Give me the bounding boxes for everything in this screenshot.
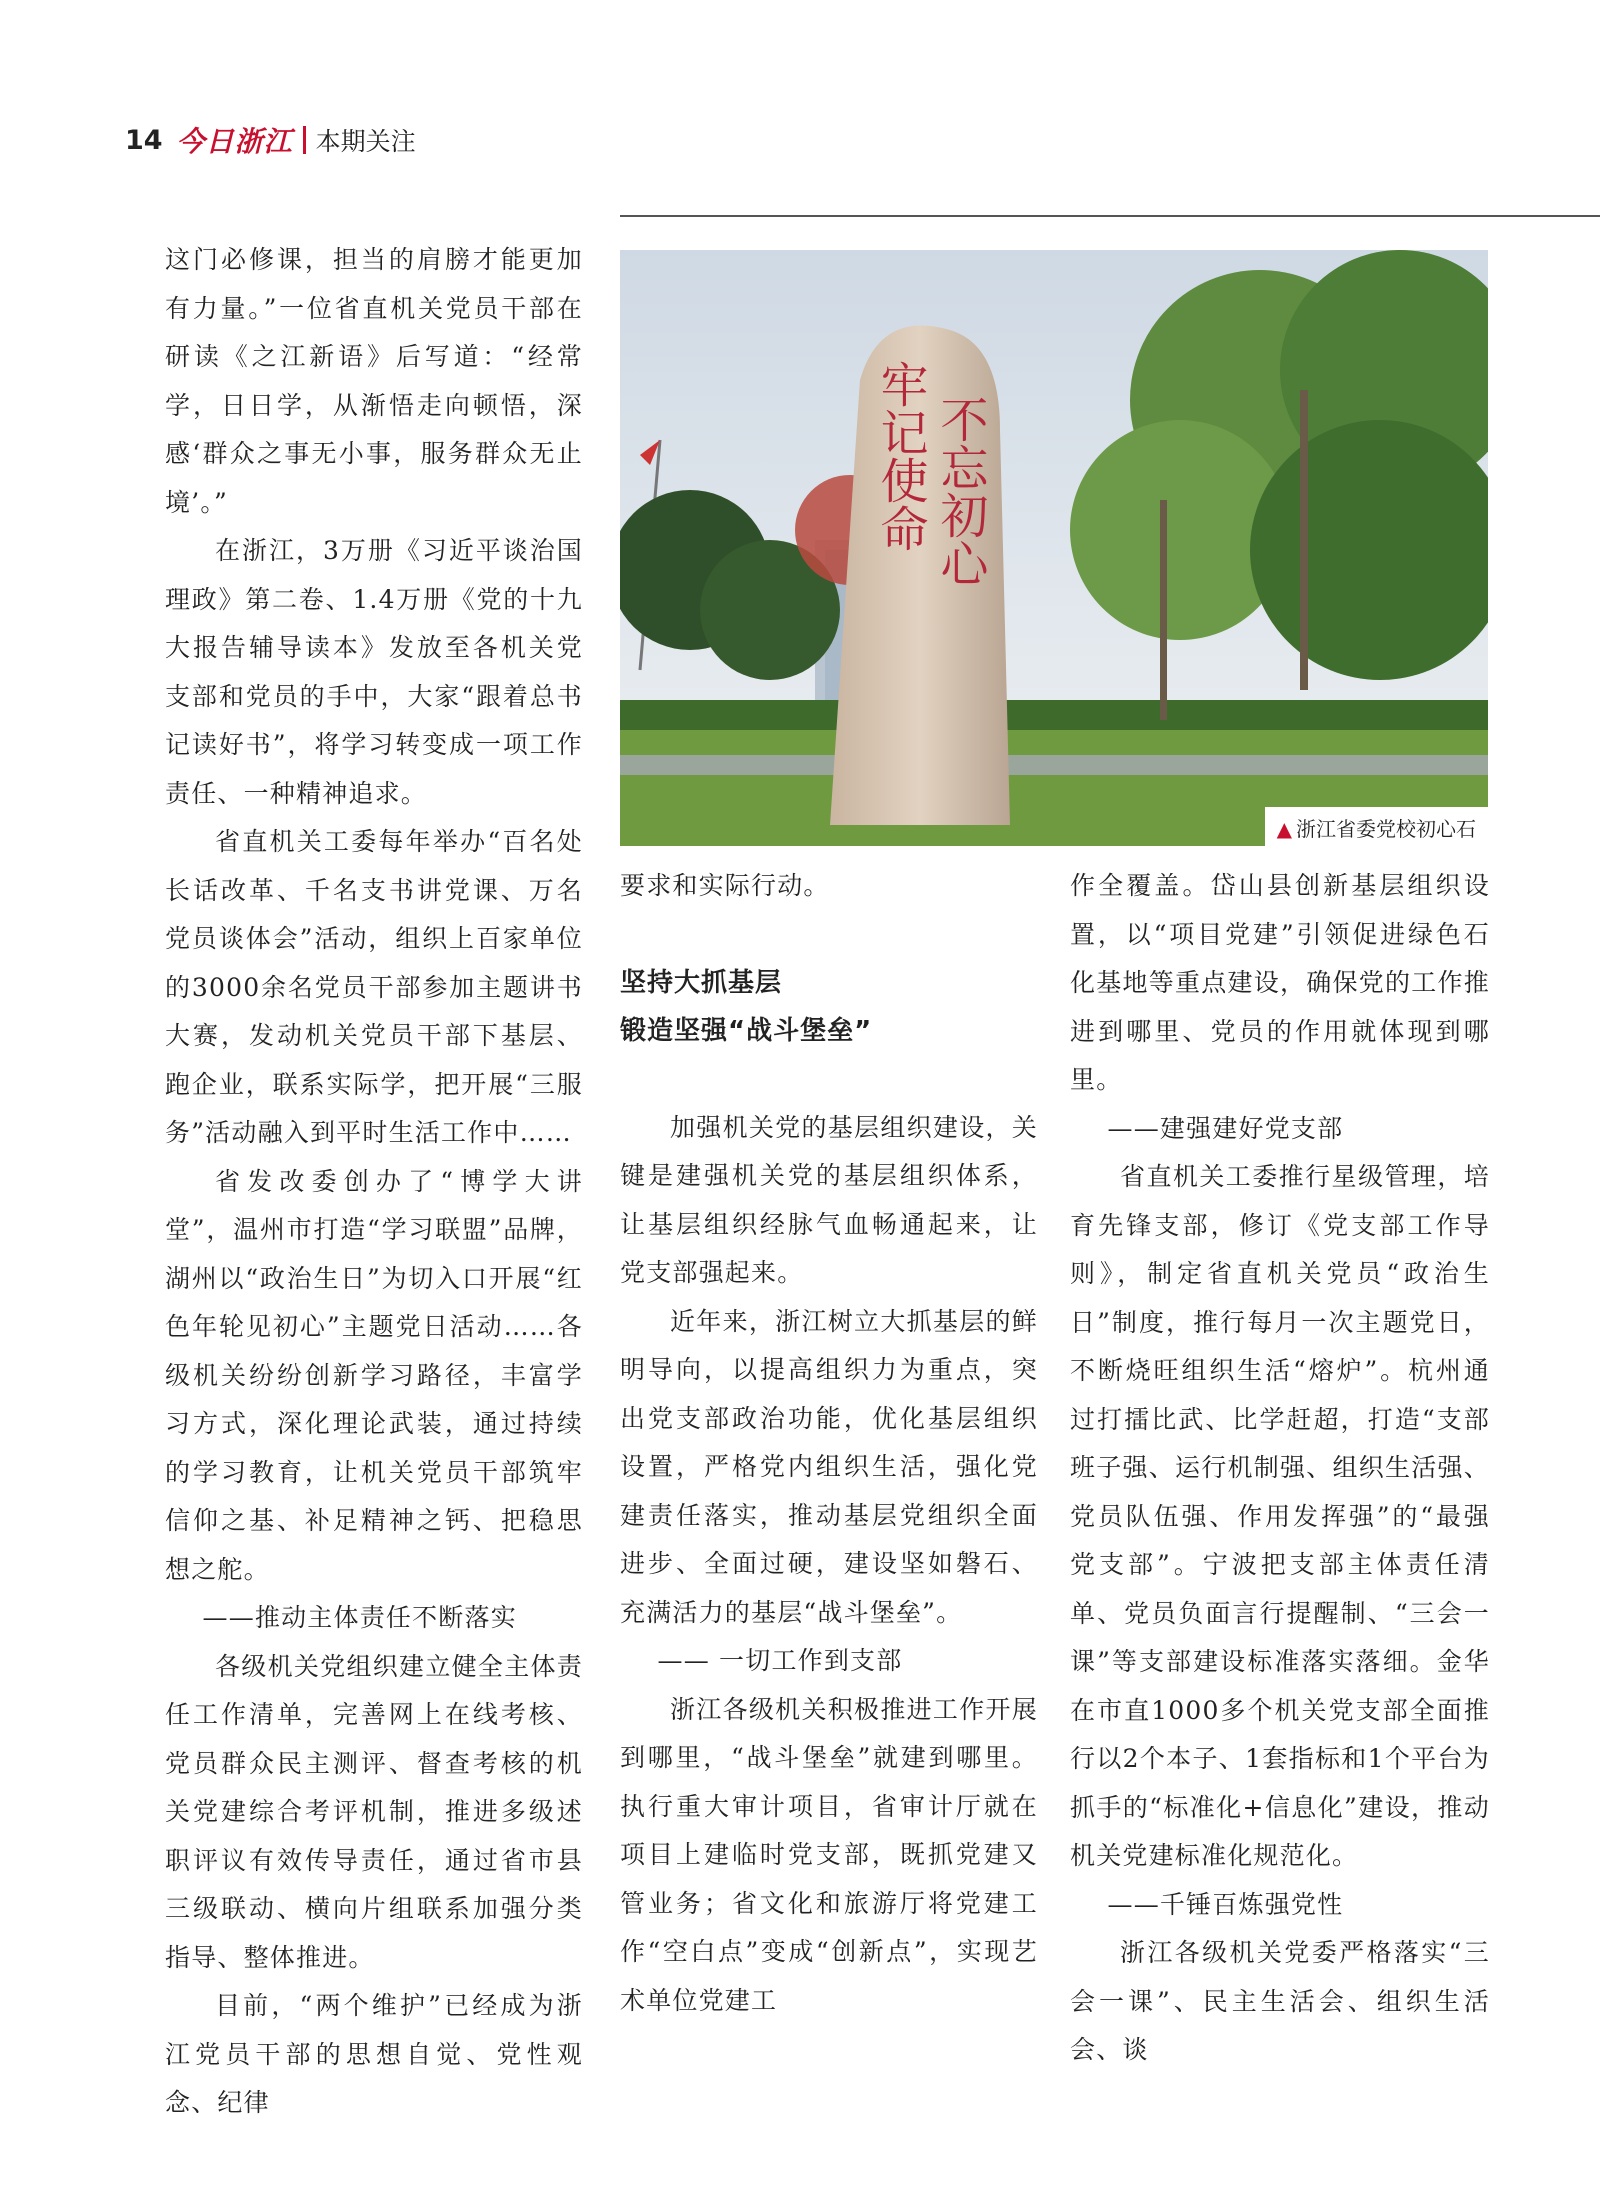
- text-column-2: [620, 862, 1038, 2025]
- paragraph: 浙江各级机关积极推进工作开展到哪里，“战斗堡垒”就建到哪里。执行重大审计项目，省审计厅就在项目上建临时党支部，既抓党建又管业务；省文化和旅游厅将党建工作“空白点”变成“创新点”，实现艺术单位党建工: [620, 1694, 1038, 2015]
- paragraph: 省发改委创办了“博学大讲堂”，温州市打造“学习联盟”品牌，湖州以“政治生日”为切入口开展“红色年轮见初心”主题党日活动……各级机关纷纷创新学习路径，丰富学习方式，深化理论武装，通过持续的学习教育，让机关党员干部筑牢信仰之基、补足精神之钙、把稳思想之舵。: [165, 1166, 583, 1584]
- paragraph: [620, 1056, 1038, 1104]
- paragraph: 省直机关工委推行星级管理，培育先锋支部，修订《党支部工作导则》，制定省直机关党员“政治生日”制度，推行每月一次主题党日，不断烧旺组织生活“熔炉”。杭州通过打擂比武、比学赶超，打造“支部班子强、运行机制强、组织生活强、党员队伍强、作用发挥强”的“最强党支部”。宁波把支部主体责任清单、党员负面言行提醒制、“三会一课”等支部建设标准落实落细。金华在市直1000多个机关党支部全面推行以2个本子、1套指标和1个平台为抓手的“标准化+信息化”建设，推动机关党建标准化规范化。: [1070, 1162, 1490, 1870]
- caption-triangle-icon: ▲: [1276, 817, 1292, 841]
- page-header: [125, 120, 416, 160]
- text-column-1: [165, 236, 583, 2128]
- paragraph: 这门必修课，担当的肩膀才能更加有力量。”一位省直机关党员干部在研读《之江新语》后写道：“经常学，日日学，从渐悟走向顿悟，深感‘群众之事无小事，服务群众无止境’。”: [165, 245, 583, 517]
- paragraph: 各级机关党组织建立健全主体责任工作清单，完善网上在线考核、党员群众民主测评、督查考核的机关党建综合考评机制，推进多级述职评议有效传导责任，通过省市县三级联动、横向片组联系加强分类指导、整体推进。: [165, 1651, 583, 1972]
- subheading: ——千锤百炼强党性: [1107, 1889, 1344, 1919]
- paragraph: 加强机关党的基层组织建设，关键是建强机关党的基层组织体系，让基层组织经脉气血畅通起来，让党支部强起来。: [620, 1112, 1038, 1287]
- stone-inscription-2: 牢记使命: [872, 360, 928, 552]
- stone-inscription-1: 不忘初心: [932, 395, 988, 587]
- subheading: ——建强建好党支部: [1107, 1113, 1344, 1143]
- paragraph: 省直机关工委每年举办“百名处长话改革、千名支书讲党课、万名党员谈体会”活动，组织上百家单位的3000余名党员干部参加主题讲书大赛，发动机关党员干部下基层、跑企业，联系实际学，把开展“三服务”活动融入到平时生活工作中……: [165, 827, 583, 1147]
- paragraph: [620, 911, 1038, 959]
- stone-photo-illustration: [620, 250, 1488, 846]
- photo-caption: [1265, 807, 1488, 846]
- text-column-3: [1070, 862, 1490, 2075]
- paragraph: 近年来，浙江树立大抓基层的鲜明导向，以提高组织力为重点，突出党支部政治功能，优化基层组织设置，严格党内组织生活，强化党建责任落实，推动基层党组织全面进步、全面过硬，建设坚如磐石、充满活力的基层“战斗堡垒”。: [620, 1306, 1038, 1627]
- header-divider: [303, 126, 306, 154]
- magazine-logo: 今日浙江: [176, 125, 293, 158]
- paragraph: 在浙江，3万册《习近平谈治国理政》第二卷、1.4万册《党的十九大报告辅导读本》发放至各机关党支部和党员的手中，大家“跟着总书记读好书”，将学习转变成一项工作责任、一种精神追求。: [165, 536, 583, 808]
- section-heading: 坚持大抓基层: [620, 967, 783, 998]
- paragraph: 浙江各级机关党委严格落实“三会一课”、民主生活会、组织生活会、谈: [1070, 1938, 1490, 2064]
- subheading: —— 一切工作到支部: [657, 1646, 903, 1675]
- header-rule: [620, 215, 1600, 217]
- paragraph: 作全覆盖。岱山县创新基层组织设置，以“项目党建”引领促进绿色石化基地等重点建设，确保党的工作推进到哪里、党员的作用就体现到哪里。: [1070, 871, 1490, 1094]
- paragraph: 要求和实际行动。: [620, 871, 830, 900]
- page-number: 14: [125, 124, 163, 156]
- photo-memorial-stone: [620, 250, 1488, 846]
- subheading: ——推动主体责任不断落实: [202, 1603, 517, 1632]
- section-title: 本期关注: [315, 127, 416, 156]
- section-heading: 锻造坚强“战斗堡垒”: [620, 1016, 873, 1046]
- paragraph: 目前，“两个维护”已经成为浙江党员干部的思想自觉、党性观念、纪律: [165, 1991, 583, 2117]
- caption-text: 浙江省委党校初心石: [1296, 817, 1476, 841]
